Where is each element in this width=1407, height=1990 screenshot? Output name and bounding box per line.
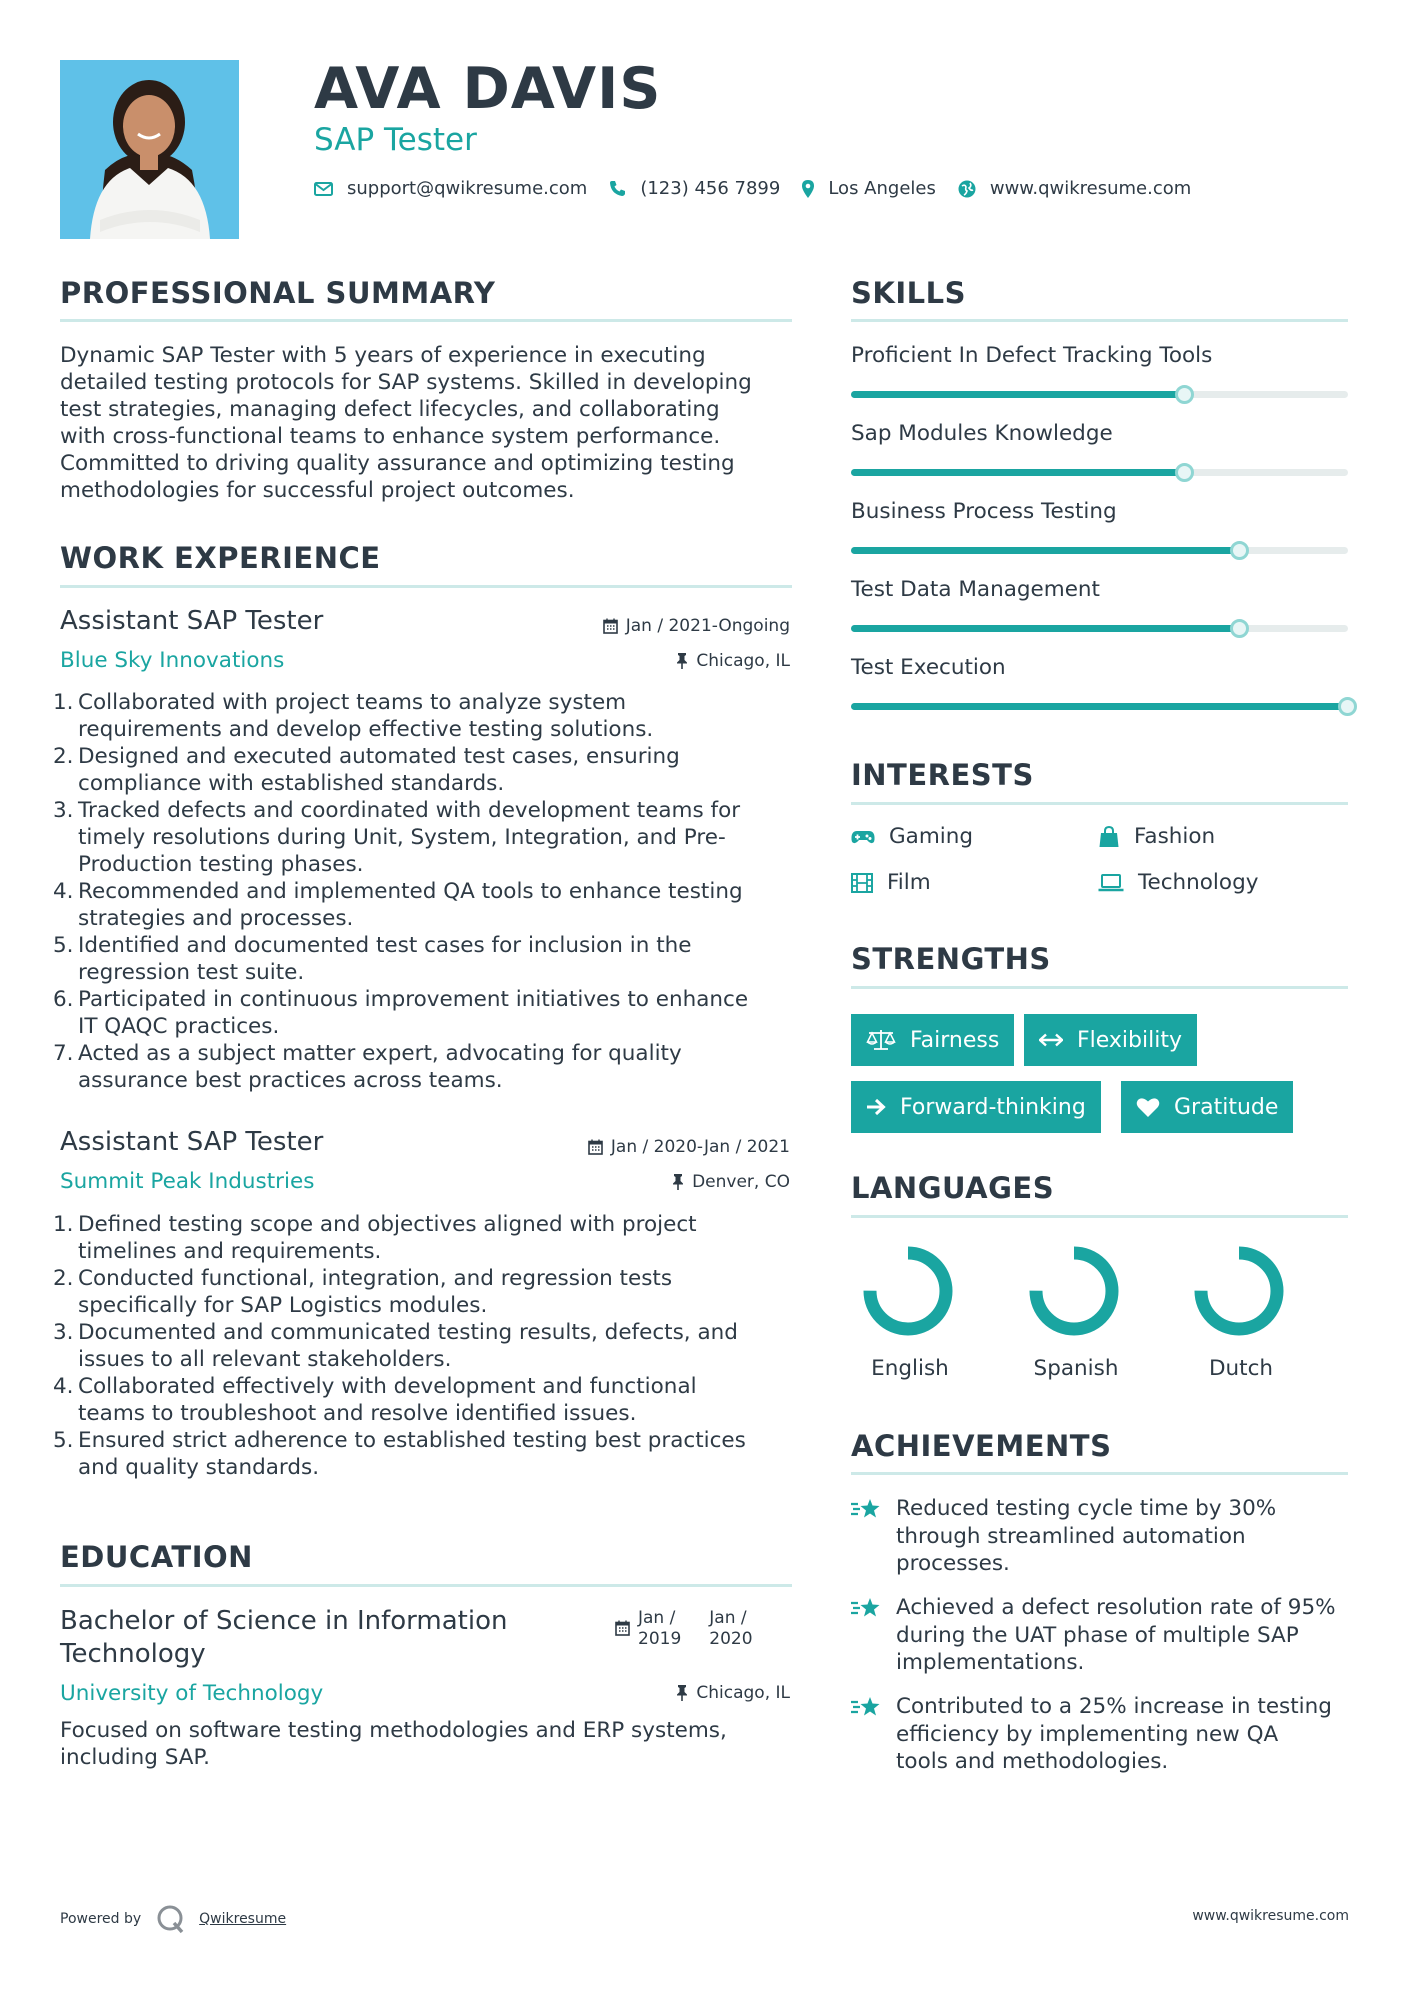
education-start (638, 1608, 681, 1650)
interest-label: Gaming (889, 824, 974, 849)
end-year: 2020 (709, 1629, 753, 1649)
list-item: 3. Documented and communicated testing results, defects, and issues to all relevant stakeholders. (53, 1320, 738, 1372)
laptop-icon (1098, 874, 1124, 892)
interest-item-fashion (1098, 824, 1215, 849)
degree-line: Bachelor of Science in Information (60, 1606, 508, 1636)
contact-email[interactable] (314, 178, 587, 199)
list-item: 6. Participated in continuous improvement initiatives to enhance IT QAQC practices. (53, 987, 749, 1039)
job-location-text: Chicago, IL (696, 651, 790, 671)
job-title: Assistant SAP Tester (60, 606, 324, 636)
summary-line: with cross-functional teams to enhance system performance. (60, 424, 721, 449)
job-location-text: Denver, CO (692, 1172, 790, 1192)
calendar-icon (603, 618, 618, 634)
job-title: Assistant SAP Tester (60, 1127, 324, 1157)
job-date (603, 616, 790, 636)
heart-icon (1136, 1097, 1160, 1118)
strength-flexibility (1024, 1014, 1197, 1066)
job-bullets (53, 689, 800, 1094)
envelope-icon (314, 182, 333, 196)
experience-divider (60, 585, 792, 588)
interest-item-film (851, 870, 931, 895)
achievements-divider (851, 1472, 1348, 1475)
achievement-item (850, 1693, 1350, 1776)
contact-phone[interactable] (609, 178, 780, 199)
experience-heading: WORK EXPERIENCE (60, 541, 381, 575)
summary-divider (60, 319, 792, 322)
skill-bar (851, 625, 1348, 632)
skill-bar-knob (1175, 463, 1194, 482)
list-item: 1. Collaborated with project teams to analyze system requirements and develop effective testing solutions. (53, 690, 654, 742)
globe-icon (958, 180, 976, 198)
summary-line: methodologies for successful project outcomes. (60, 478, 575, 503)
profile-photo (60, 60, 239, 239)
achievements-heading: ACHIEVEMENTS (851, 1429, 1112, 1463)
interests-divider (851, 802, 1348, 805)
job-date-text: Jan / 2020-Jan / 2021 (610, 1137, 790, 1157)
pushpin-icon (672, 1174, 684, 1190)
languages-divider (851, 1215, 1348, 1218)
education-description-line: Focused on software testing methodologies and ERP systems, (60, 1718, 727, 1743)
film-icon (851, 873, 873, 893)
list-item: 7. Acted as a subject matter expert, advocating for quality assurance best practices across teams. (53, 1041, 682, 1093)
education-divider (60, 1584, 792, 1587)
strength-label: Flexibility (1077, 1027, 1182, 1053)
interest-label: Film (887, 870, 931, 895)
skill-label: Test Execution (851, 655, 1006, 680)
strength-forward-thinking (851, 1081, 1101, 1133)
list-item: 2. Conducted functional, integration, and regression tests specifically for SAP Logistics modules. (53, 1266, 673, 1318)
language-label-english: English (871, 1356, 949, 1381)
interest-label: Technology (1138, 870, 1259, 895)
achievement-text: Contributed to a 25% increase in testing efficiency by implementing new QA tools and methodologies. (896, 1694, 1332, 1774)
degree-line: Technology (60, 1639, 206, 1669)
list-item: 5. Ensured strict adherence to established testing best practices and quality standards. (53, 1428, 746, 1480)
skill-label: Business Process Testing (851, 499, 1117, 524)
education-location-text: Chicago, IL (696, 1683, 790, 1703)
company-name: Summit Peak Industries (60, 1169, 315, 1194)
summary-line: detailed testing protocols for SAP systems. Skilled in developing (60, 370, 752, 395)
achievement-item (850, 1594, 1350, 1677)
shopping-bag-icon (1098, 826, 1120, 848)
education-end (709, 1608, 752, 1650)
language-label-spanish: Spanish (1033, 1356, 1119, 1381)
strengths-divider (851, 986, 1348, 989)
skill-bar-knob (1230, 619, 1249, 638)
degree-title (60, 1605, 507, 1671)
education-heading: EDUCATION (60, 1540, 253, 1574)
website-text: www.qwikresume.com (989, 178, 1192, 199)
end-month: Jan / (709, 1608, 747, 1628)
skill-bar-knob (1338, 697, 1357, 716)
skill-bar-fill (851, 391, 1184, 398)
candidate-name: AVA DAVIS (314, 56, 662, 122)
strengths-heading: STRENGTHS (851, 942, 1051, 976)
interests-heading: INTERESTS (851, 758, 1034, 792)
location-text: Los Angeles (828, 178, 936, 199)
interest-item-gaming (851, 824, 973, 849)
email-text: support@qwikresume.com (347, 178, 588, 199)
phone-icon (609, 180, 626, 197)
skill-label: Test Data Management (851, 577, 1100, 602)
shooting-star-icon (850, 1596, 882, 1622)
shooting-star-icon (850, 1497, 882, 1523)
arrows-horizontal-icon (1039, 1033, 1063, 1047)
achievement-item (850, 1495, 1350, 1578)
achievement-text: Achieved a defect resolution rate of 95% during the UAT phase of multiple SAP implementations. (896, 1595, 1336, 1675)
job-location (676, 651, 790, 671)
skills-heading: SKILLS (851, 276, 966, 310)
skill-bar (851, 547, 1348, 554)
summary-line: test strategies, managing defect lifecycles, and collaborating (60, 397, 720, 422)
list-item: 3. Tracked defects and coordinated with development teams for timely resolutions during Unit, System, Integration, and Pre- Production testing phases. (53, 798, 741, 877)
skill-bar (851, 469, 1348, 476)
education-date (615, 1608, 753, 1650)
list-item: 4. Recommended and implemented QA tools to enhance testing strategies and processes. (53, 879, 743, 931)
skill-bar (851, 391, 1348, 398)
skill-bar (851, 703, 1348, 710)
list-item: 4. Collaborated effectively with development and functional teams to troubleshoot and resolve identified issues. (53, 1374, 697, 1426)
skill-bar-fill (851, 703, 1348, 710)
summary-line: Committed to driving quality assurance and optimizing testing (60, 451, 735, 476)
shooting-star-icon (850, 1695, 882, 1721)
skill-bar-fill (851, 625, 1239, 632)
arrow-right-icon (866, 1098, 886, 1116)
calendar-icon (615, 1620, 630, 1636)
education-description (60, 1717, 800, 1771)
contact-website[interactable] (958, 178, 1191, 199)
list-item: 1. Defined testing scope and objectives aligned with project timelines and requirements. (53, 1212, 697, 1264)
interest-label: Fashion (1134, 824, 1216, 849)
summary-line: Dynamic SAP Tester with 5 years of experience in executing (60, 343, 706, 368)
start-month: Jan / (638, 1608, 676, 1628)
skill-bar-knob (1175, 385, 1194, 404)
contact-location (802, 178, 936, 199)
qwikresume-logo-icon (155, 1904, 187, 1934)
list-item: 2. Designed and executed automated test cases, ensuring compliance with established standards. (53, 744, 680, 796)
pushpin-icon (676, 1685, 688, 1701)
skills-divider (851, 319, 1348, 322)
languages-heading: LANGUAGES (851, 1171, 1055, 1205)
skill-bar-knob (1230, 541, 1249, 560)
skill-label: Sap Modules Knowledge (851, 421, 1113, 446)
pushpin-icon (676, 653, 688, 669)
job-date (588, 1137, 790, 1157)
contact-bar (314, 178, 1213, 199)
strength-label: Gratitude (1174, 1094, 1279, 1120)
skill-bar-fill (851, 469, 1184, 476)
powered-by-text: Powered by (60, 1911, 142, 1927)
language-label-dutch: Dutch (1208, 1356, 1274, 1381)
job-date-text: Jan / 2021-Ongoing (625, 616, 790, 636)
brand-link[interactable]: Qwikresume (199, 1911, 287, 1927)
map-marker-icon (802, 180, 814, 198)
language-ring-english (860, 1243, 956, 1339)
footer-website[interactable]: www.qwikresume.com (1192, 1908, 1349, 1924)
balance-scale-icon (866, 1029, 896, 1051)
gamepad-icon (851, 829, 875, 845)
start-year: 2019 (638, 1629, 682, 1649)
footer-powered-by (60, 1904, 286, 1934)
strength-gratitude (1121, 1081, 1293, 1133)
strength-fairness (851, 1014, 1014, 1066)
phone-text: (123) 456 7899 (640, 178, 781, 199)
company-name: Blue Sky Innovations (60, 648, 285, 673)
list-item: 5. Identified and documented test cases for inclusion in the regression test suite. (53, 933, 692, 985)
language-ring-dutch (1191, 1243, 1287, 1339)
calendar-icon (588, 1139, 603, 1155)
job-location (672, 1172, 790, 1192)
skill-bar-fill (851, 547, 1239, 554)
language-ring-spanish (1026, 1243, 1122, 1339)
education-description-line: including SAP. (60, 1745, 210, 1770)
achievement-text: Reduced testing cycle time by 30% through streamlined automation processes. (896, 1496, 1277, 1576)
strength-label: Fairness (910, 1027, 1000, 1053)
candidate-role: SAP Tester (314, 122, 477, 158)
job-bullets (53, 1211, 800, 1481)
summary-heading: PROFESSIONAL SUMMARY (60, 276, 496, 310)
education-location (676, 1683, 790, 1703)
summary-text (60, 342, 800, 504)
skill-label: Proficient In Defect Tracking Tools (851, 343, 1213, 368)
school-name: University of Technology (60, 1681, 324, 1706)
interest-item-technology (1098, 870, 1258, 895)
strength-label: Forward-thinking (900, 1094, 1086, 1120)
